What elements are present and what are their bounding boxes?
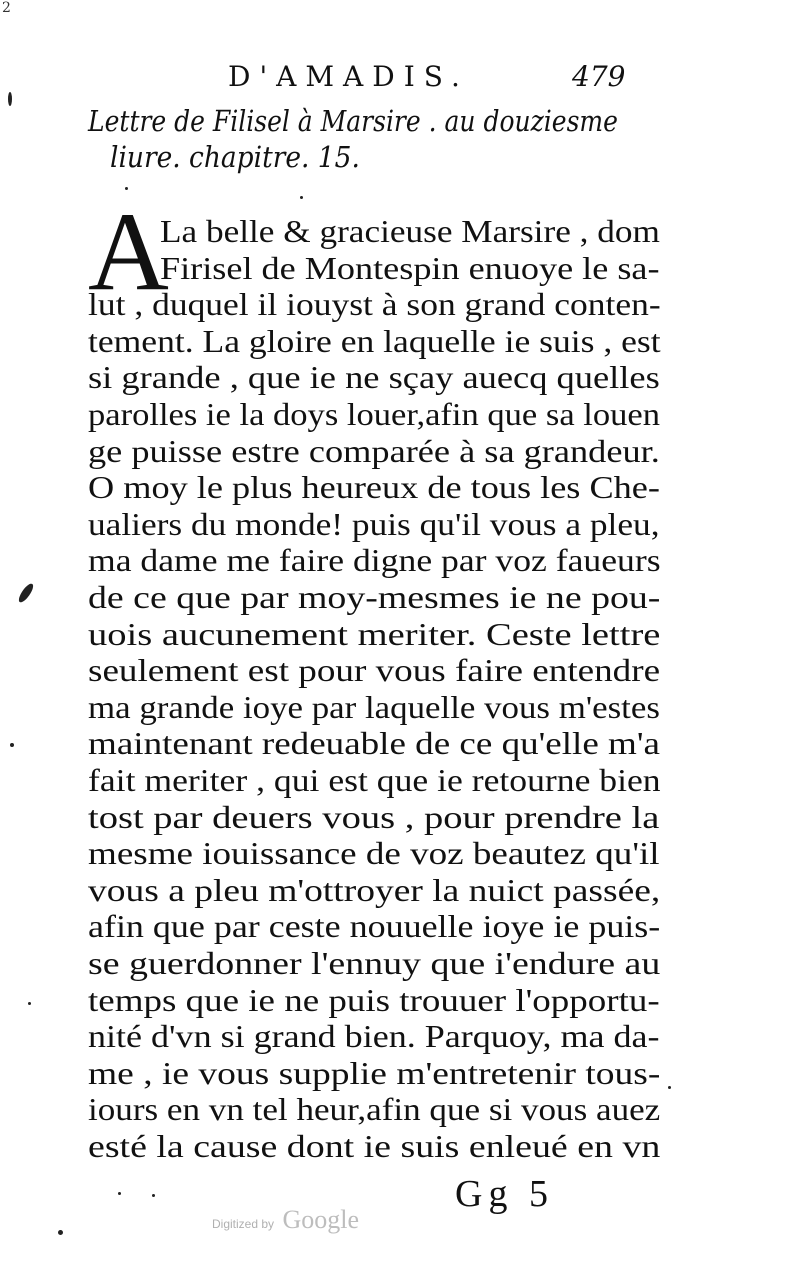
letter-line: tost par deuers vous , pour prendre la [88,799,660,835]
corner-mark: 2 [2,0,11,16]
letter-line: tement. La gloire en laquelle ie suis , est [88,323,661,359]
margin-speck [10,743,14,747]
letter-line: lut , duquel il iouyst à son grand conten- [88,286,661,322]
digitized-watermark [212,1205,359,1235]
letter-line: se guerdonner l'ennuy que i'endure au [88,945,661,981]
margin-speck [300,196,303,199]
letter-line: seulement est pour vous faire entendre [88,652,661,688]
watermark-logo: Google [282,1205,360,1234]
letter-line: ge puisse estre comparée à sa grandeur. [88,433,660,469]
letter-line: mesme iouissance de voz beautez qu'il [88,835,660,871]
margin-speck [28,1002,31,1005]
letter-line: La belle & gracieuse Marsire , dom [160,213,660,249]
letter-line: si grande , que ie ne sçay auecq quelles [88,359,660,395]
margin-speck [668,1086,671,1089]
margin-speck [8,92,12,106]
letter-line: O moy le plus heureux de tous les Che- [88,469,660,505]
letter-line: iours en vn tel heur,afin que si vous auez [88,1091,661,1127]
letter-line: temps que ie ne puis trouuer l'opportu- [88,982,660,1018]
letter-line: afin que par ceste nouuelle ioye ie puis- [88,908,661,944]
letter-heading-line-2: liure. chapitre. 15. [110,140,360,174]
letter-line: parolles ie la doys louer,afin que sa louen [88,396,660,432]
letter-line: fait meriter , qui est que ie retourne bien [88,762,661,798]
margin-speck [58,1230,63,1235]
letter-line: uois aucunement meriter. Ceste lettre [88,616,661,652]
letter-line: nité d'vn si grand bien. Parquoy, ma da- [88,1018,660,1054]
letter-line: me , ie vous supplie m'entretenir tous- [88,1055,661,1091]
margin-speck [16,582,35,605]
signature-mark: Gg 5 [455,1173,554,1215]
letter-line: maintenant redeuable de ce qu'elle m'a [88,725,660,761]
drop-cap: A [88,190,169,314]
margin-speck [125,187,128,190]
margin-speck [152,1194,155,1197]
letter-line: Firisel de Montespin enuoye le sa- [160,250,660,286]
margin-speck [118,1192,121,1195]
letter-line: ualiers du monde! puis qu'il vous a pleu, [88,506,660,542]
letter-line: esté la cause dont ie suis enleué en vn [88,1128,661,1164]
watermark-prefix: Digitized by [212,1217,275,1231]
letter-line: ma dame me faire digne par voz faueurs [88,542,661,578]
letter-line: vous a pleu m'ottroyer la nuict passée, [88,872,661,908]
letter-heading-line-1: Lettre de Filisel à Marsire . au douziesme [88,104,618,138]
running-head: D'AMADIS. [228,60,469,93]
page-number: 479 [572,60,626,93]
letter-line: de ce que par moy-mesmes ie ne pou- [88,579,661,615]
letter-line: ma grande ioye par laquelle vous m'estes [88,689,660,725]
